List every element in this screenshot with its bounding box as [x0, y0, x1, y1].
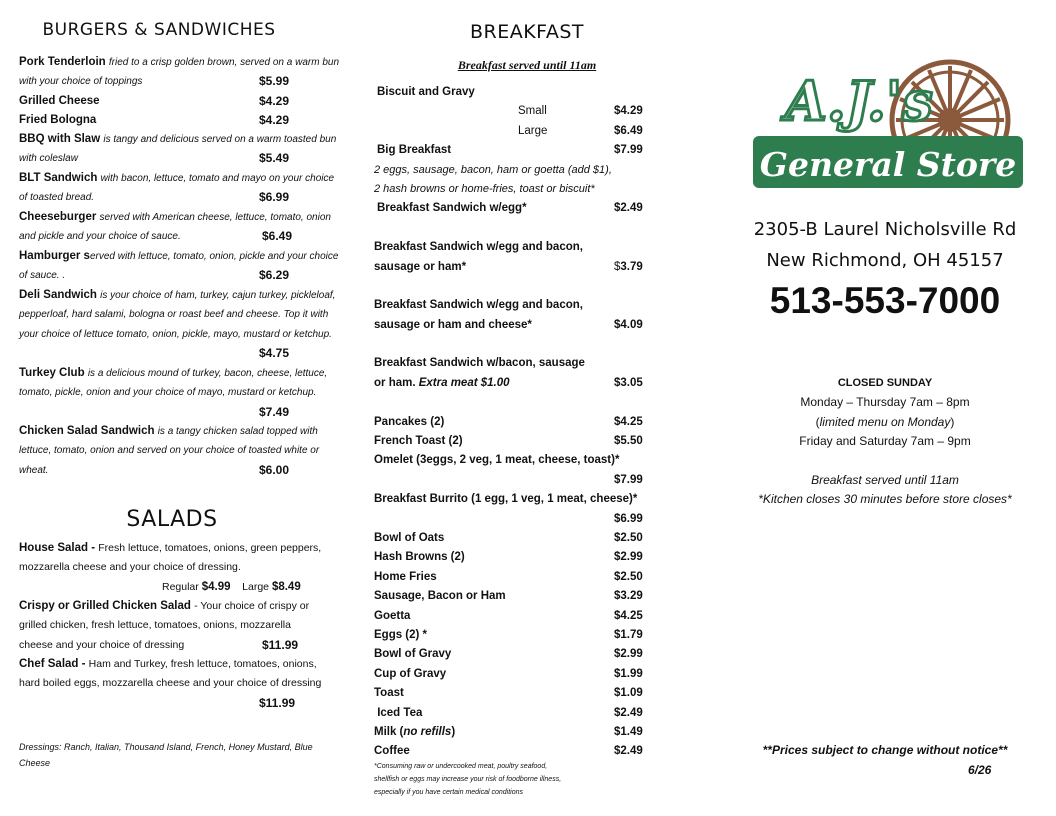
- item-price: $4.29: [259, 113, 290, 127]
- menu-item: Breakfast Sandwich w/egg* $2.49: [377, 202, 643, 215]
- menu-item: BLT Sandwich with bacon, lettuce, tomato and mayo on your choice of toasted bread. $6.99: [19, 169, 339, 208]
- menu-item-size: Small $4.29: [518, 105, 643, 118]
- menu-item: Turkey Club is a delicious mound of turkey, bacon, cheese, lettuce, tomato, pickle, onion and your choice of mayo, mustard or ketchup. $7.49: [19, 364, 339, 422]
- menu-item: Home Fries $2.50: [374, 570, 643, 583]
- item-price: $5.49: [259, 151, 290, 165]
- menu-item: Coffee $2.49: [374, 745, 643, 758]
- store-logo: [745, 58, 1035, 208]
- dressings-note: Dressings: Ranch, Italian, Thousand Island, French, Honey Mustard, Blue Cheese: [19, 742, 313, 768]
- item-price: $5.99: [259, 74, 290, 88]
- store-phone: 513-553-7000: [769, 280, 1001, 321]
- breakfast-subtitle: Breakfast served until 11am: [457, 58, 597, 72]
- menu-item: Iced Tea $2.49: [374, 706, 643, 719]
- menu-item: Eggs (2) * $1.79: [374, 628, 643, 641]
- menu-item: Bowl of Oats $2.50: [374, 531, 643, 544]
- menu-item: Toast $1.09: [374, 687, 643, 700]
- item-price: $6.49: [262, 229, 293, 243]
- menu-item: Breakfast Sandwich w/bacon, sausage: [374, 357, 585, 370]
- svg-text:General Store: General Store: [759, 145, 1017, 184]
- menu-item: Breakfast Burrito (1 egg, 1 veg, 1 meat, cheese)*: [374, 493, 638, 506]
- item-price: $6.00: [259, 463, 290, 477]
- item-price: $11.99: [259, 696, 296, 710]
- menu-item-size: Large $6.49: [518, 124, 643, 137]
- prices-note: **Prices subject to change without notice**: [762, 743, 1008, 757]
- menu-item: French Toast (2) $5.50: [374, 435, 643, 448]
- menu-item: Chef Salad - Ham and Turkey, fresh lettuce, tomatoes, onions, hard boiled eggs, mozzarella cheese and your choice of dressing $11.99: [19, 655, 325, 713]
- food-safety-disclaimer: *Consuming raw or undercooked meat, poultry seafood, shellfish or eggs may increase your risk of foodborne illness, especially if you have certain medical conditions: [374, 763, 562, 796]
- burgers-list: [19, 53, 339, 480]
- salads-title: SALADS: [126, 507, 218, 532]
- menu-item: Breakfast Sandwich w/egg and bacon,: [374, 299, 583, 312]
- wagon-wheel-logo-icon: [745, 58, 1035, 208]
- menu-item: Big Breakfast $7.99: [377, 144, 643, 157]
- item-price: $4.29: [259, 94, 290, 108]
- menu-item: Fried Bologna $4.29: [19, 111, 339, 130]
- menu-item: Pork Tenderloin fried to a crisp golden brown, served on a warm bun with your choice of toppings $5.99: [19, 53, 339, 92]
- menu-date: 6/26: [968, 763, 992, 777]
- menu-item: Pancakes (2) $4.25: [374, 415, 643, 428]
- svg-text:A.J.'s: A.J.'s: [785, 69, 933, 133]
- menu-item: Deli Sandwich is your choice of ham, turkey, cajun turkey, pickleloaf, pepperloaf, hard salami, bologna or roast beef and cheese. Top it with your choice of lettuce tomato, onion, pickle, mayo, mustard or ketchup. $4.75: [19, 286, 339, 364]
- store-hours: CLOSED SUNDAY Monday – Thursday 7am – 8pm (limited menu on Monday) Friday and Saturday 7am – 9pm Breakfast served until 11am *Kitchen closes 30 minutes before store closes*: [758, 377, 1012, 507]
- menu-item: Sausage, Bacon or Ham $3.29: [374, 590, 643, 603]
- menu-item: Cup of Gravy $1.99: [374, 667, 643, 680]
- menu-item: Chicken Salad Sandwich is a tangy chicken salad topped with lettuce, tomato, onion and served on your choice of toasted white or wheat. $6.00: [19, 422, 339, 480]
- item-price: $4.75: [259, 346, 290, 360]
- burgers-title: BURGERS & SANDWICHES: [42, 20, 276, 40]
- breakfast-title: BREAKFAST: [469, 21, 585, 43]
- menu-item: House Salad - Fresh lettuce, tomatoes, onions, green peppers, mozzarella cheese and your choice of dressing. Regular $4.99 Large $8.49: [19, 542, 322, 593]
- item-price: $11.99: [262, 638, 299, 652]
- menu-item: Milk (no refills) $1.49: [374, 725, 643, 738]
- menu-item: Crispy or Grilled Chicken Salad - Your choice of crispy or grilled chicken, fresh lettuce, tomatoes, onions, mozzarella cheese and your choice of dressing $11.99: [19, 597, 325, 655]
- item-price: $6.99: [259, 190, 290, 204]
- breakfast-list: Biscuit and Gravy Small $4.29 Large $6.49 Big Breakfast $7.99 2 eggs, sausage, bacon, ham or goetta (add $1), 2 hash browns or home-fries, toast or biscuit* Breakfast Sandwich w/egg* $2.49 Breakfast Sandwich w/egg and bacon, sausage or ham* $3.79 Breakfast Sandwich w/egg and bacon, sausage or ham and cheese* $4.09 Breakfast Sandwich w/bacon, sausage or ham. Extra meat $1.00 $3.05 Pancakes (2) $4.25 French Toast (2) $5.50 Omelet (3eggs, 2 veg, 1 meat, cheese, toast)* $7.99 Breakfast Burrito (1 egg, 1 veg, 1 meat, cheese)* $6.99 Bowl of Oats $2.50 Hash Browns (2) $2.99 Home Fries $2.50 Sausage, Bacon or Ham $3.29 Goetta $4.25 Eggs (2) * $1.79 Bowl of Gravy $2.99 Cup of Gravy $1.99 Toast $1.09 Iced Tea $2.49 Milk (no refills) $1.49 Coffee $2.49: [372, 83, 672, 762]
- menu-item: Hash Browns (2) $2.99: [374, 551, 643, 564]
- menu-item: BBQ with Slaw is tangy and delicious served on a warm toasted bun with coleslaw $5.49: [19, 130, 339, 169]
- menu-item: Goetta $4.25: [374, 609, 643, 622]
- menu-item: Breakfast Sandwich w/egg and bacon,: [374, 241, 583, 254]
- menu-item: Bowl of Gravy $2.99: [374, 648, 643, 661]
- menu-item: Cheeseburger served with American cheese, lettuce, tomato, onion and pickle and your choice of sauce. $6.49: [19, 208, 339, 247]
- menu-item: Hamburger served with lettuce, tomato, onion, pickle and your choice of sauce. . $6.29: [19, 247, 339, 286]
- menu-item: Biscuit and Gravy: [377, 86, 475, 98]
- item-price: $6.29: [259, 268, 290, 282]
- menu-item: Grilled Cheese $4.29: [19, 92, 339, 111]
- menu-item: Omelet (3eggs, 2 veg, 1 meat, cheese, toast)*: [374, 454, 620, 467]
- item-price: $7.49: [259, 405, 290, 419]
- store-address: 2305-B Laurel Nicholsville Rd New Richmond, OH 45157: [753, 219, 1017, 271]
- salads-list: [19, 539, 325, 713]
